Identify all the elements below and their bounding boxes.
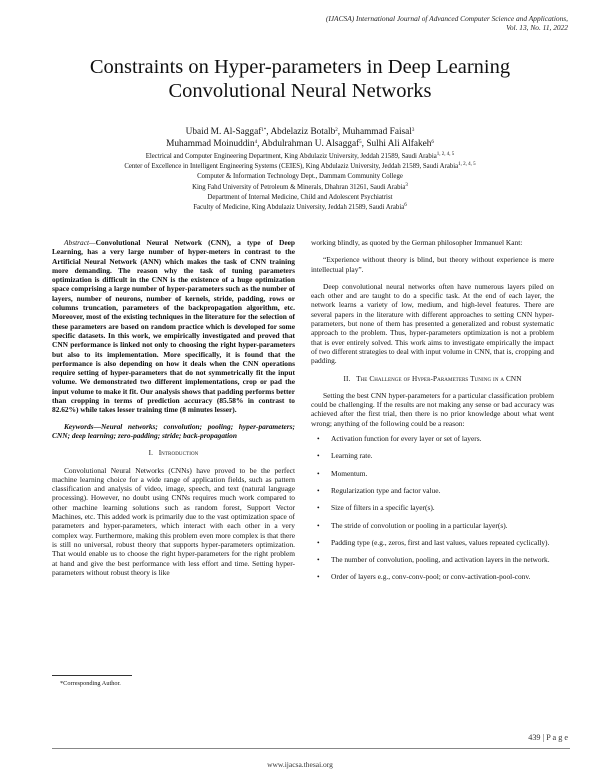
- body-paragraph: Deep convolutional neural networks often have numerous layers piled on each other and are taught to do a specific task. At the end of each layer, the network learns a variety of low, medium, and high-level features. There are several papers in the literature with different approaches to setting CNN hyper-parameters, but none of them has presented a generalized and robust systematic approach to the problem. Thus, hyper-parameters optimization is not a problem that is ever entirely solved. This work aims to investigate empirically the impact of two different strategies to deal with input volume in CNN, that is, cropping and padding.: [311, 281, 554, 366]
- list-item: • Learning rate.: [311, 451, 554, 460]
- journal-volume: Vol. 13, No. 11, 2022: [506, 23, 568, 32]
- journal-name: (IJACSA) International Journal of Advanced Computer Science and Applications,: [325, 14, 568, 23]
- challenge-paragraph: Setting the best CNN hyper-parameters for a particular classification problem could be challenging. If the results are not making any sense or bad accuracy was achieved after the first trial, then there is no prior knowledge about what went wrong; anything of the following could be a reason:: [311, 390, 554, 428]
- author-list: Ubaid M. Al-Saggaf$^{1*}$, Abdelaziz Botalb$^2$, Muhammad Faisal$^3$ Muhammad Moinuddin$^4$, Abdulrahman U. Alsaggaf$^5$, Sulhi Ali Alfakeh$^6$: [166, 127, 434, 149]
- author-name: Ubaid M. Al-Saggaf: [185, 127, 262, 137]
- keywords: [52, 422, 295, 441]
- author-name: Sulhi Ali Alfakeh: [366, 139, 432, 149]
- author-marker: 3: [411, 128, 415, 133]
- list-item: • Size of filters in a specific layer(s).: [311, 503, 554, 512]
- journal-website: www.ijacsa.thesai.org: [267, 760, 333, 769]
- affiliation-line: Department of Internal Medicine, Child and Adolescent Psychiatrist: [207, 193, 393, 201]
- affiliation-line: Electrical and Computer Engineering Department, King Abdulaziz University, Jeddah 21589, Saudi Arabia$^{1, 2, 4, 5}$: [145, 152, 455, 160]
- affiliation-list: [22, 152, 578, 213]
- list-item: • Padding type (e.g., zeros, first and last values, values repeated cyclically).: [311, 538, 554, 547]
- affiliation-line: Faculty of Medicine, King Abdulaziz University, Jeddah 21589, Saudi Arabia$^6$: [193, 203, 407, 212]
- author-name: Abdulrahman U. Alsaggaf: [261, 139, 360, 149]
- keywords-label: Keywords—: [64, 421, 101, 431]
- kant-quote: “Experience without theory is blind, but theory without experience is mere intellectual play”.: [311, 255, 554, 274]
- title-line-1: Constraints on Hyper-parameters in Deep Learning: [89, 56, 511, 78]
- title-line-2: Convolutional Neural Networks: [168, 80, 432, 102]
- introduction-paragraph: Convolutional Neural Networks (CNNs) have proved to be the perfect machine learning choice for a wide range of application fields, such as pattern classification and analysis of video, image, speech, and text (natural language processing). However, no doubt using CNNs requires much work compared to other machine learning solutions such as random forest, Support Vector Machines, etc. This added work is primarily due to the vast optimization space of parameters and hyper-parameters, which interact with each other in a very complex way. Furthermore, making this problem even more complex is that there is still no universal, robust theory that supports hyper-parameters optimization. That would enable us to choose the right hyper-parameters for the right problem at hand and give the best performance with less effort and time. Setting hyper-parameters without robust theory is like: [52, 465, 295, 577]
- list-item: • Order of layers e.g., conv-conv-pool; or conv-activation-pool-conv.: [311, 572, 554, 581]
- abstract-label: Abstract—: [64, 238, 96, 247]
- abstract: [52, 238, 295, 415]
- footnote: *Corresponding Author.: [60, 680, 121, 687]
- affiliation-line: King Fahd University of Petroleum & Minerals, Dhahran 31261, Saudi Arabia$^3$: [192, 182, 408, 191]
- keywords-text: Neural networks; convolution; pooling; hyper-parameters; CNN; deep learning; zero-padding; stride; back-propagation: [52, 421, 295, 440]
- list-item: • Activation function for every layer or set of layers.: [311, 434, 554, 443]
- list-item: • Momentum.: [311, 469, 554, 478]
- paper-title: [40, 55, 560, 103]
- affiliation-line: Computer & Information Technology Dept., Dammam Community College: [197, 173, 403, 181]
- right-column: [311, 238, 554, 590]
- author-marker: 4: [254, 140, 258, 145]
- list-item: • The number of convolution, pooling, and activation layers in the network.: [311, 555, 554, 564]
- author-marker: 1*: [261, 128, 267, 133]
- left-column: [52, 238, 295, 577]
- list-item: • Regularization type and factor value.: [311, 486, 554, 495]
- section-heading-challenge: II. The Challenge of Hyper-Parameters Tuning in a CNN: [343, 374, 522, 383]
- author-marker: 6: [431, 140, 434, 145]
- hyperparameter-list: [311, 434, 554, 582]
- journal-header: [168, 14, 568, 32]
- author-name: Muhammad Moinuddin: [166, 139, 255, 149]
- page-number: 439 | P a g e: [528, 733, 568, 742]
- footer-divider: [52, 748, 570, 749]
- author-marker: 5: [359, 140, 362, 145]
- body-paragraph: working blindly, as quoted by the German philosopher Immanuel Kant:: [311, 238, 523, 247]
- footnote-divider: [52, 675, 132, 676]
- author-marker: 2: [335, 128, 338, 133]
- abstract-text: Convolutional Neural Network (CNN), a type of Deep Learning, has a very large number of hyper-meters in contrast to the Artificial Neural Network (ANN) which makes the task of CNN training more demanding. The reason why the task of tuning parameters optimization is difficult in the CNN is the existence of a huge optimization space comprising a large number of hyper-parameters such as the number of layers, number of neurons, number of kernels, stride, padding, rows or columns truncation, parameters of the backpropagation algorithm, etc. Moreover, most of the existing techniques in the literature for the selection of these parameters are based on random practice which is developed for some specific datasets. In this work, we empirically investigated and proved that CNN performance is linked not only to choosing the right hyper-parameters but also to its implementation. More specifically, it is found that the performance is also depending on how it deals when the CNN operations require setting of hyper-parameters that do not symmetrically fit the input volume. We demonstrated two different implementations, crop or pad the input volume to make it fit. Our analysis shows that padding performs better than cropping in terms of prediction accuracy (85.58% in contrast to 82.62%) while takes lesser training time (8 minutes lesser).: [52, 238, 295, 415]
- list-item: • The stride of convolution or pooling in a particular layer(s).: [311, 521, 554, 530]
- section-heading-introduction: I. Introduction: [148, 449, 199, 458]
- author-name: Abdelaziz Botalb: [270, 127, 336, 137]
- author-name: Muhammad Faisal: [342, 127, 412, 137]
- affiliation-line: Center of Excellence in Intelligent Engineering Systems (CEIES), King Abdulaziz University, Jeddah 21589, Saudi Arabia$^{1, 2, 4, 5}$: [124, 162, 476, 171]
